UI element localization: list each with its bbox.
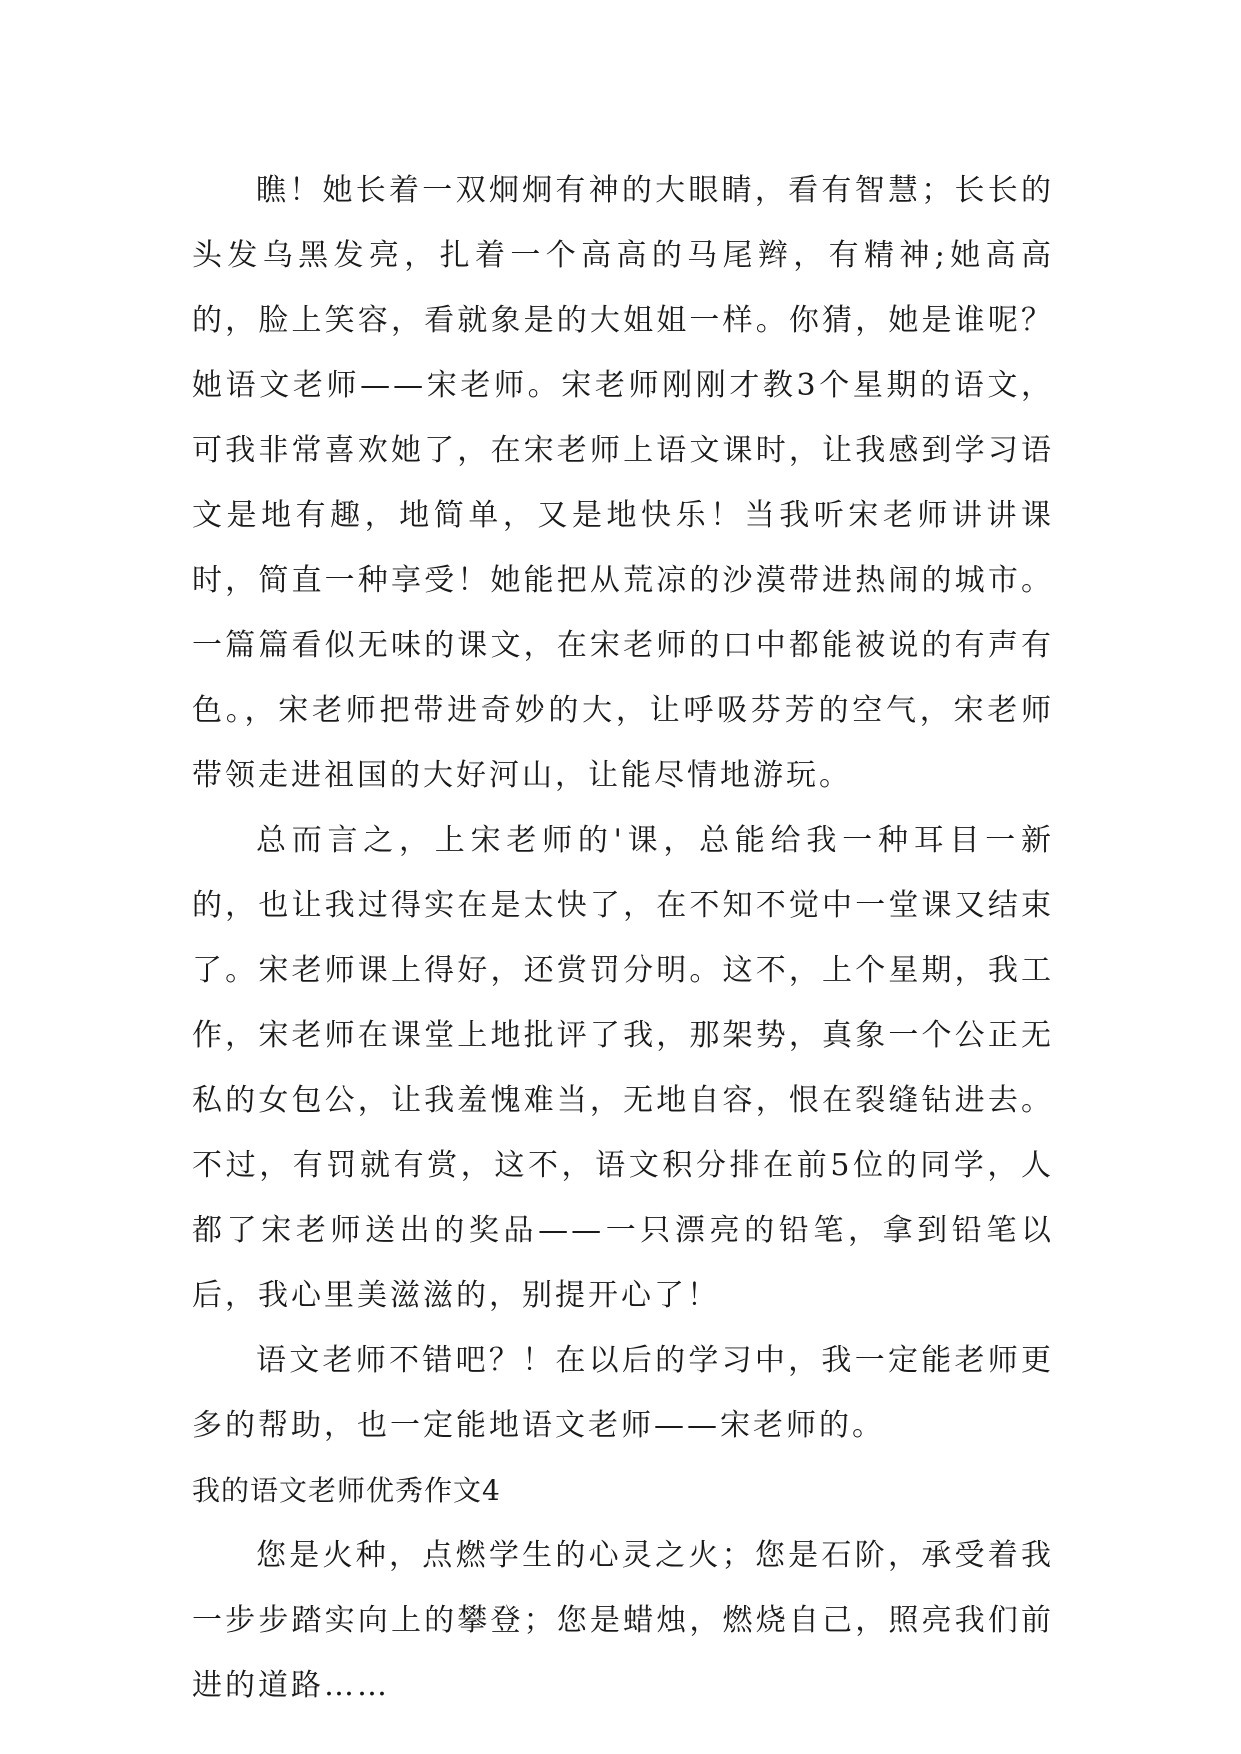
- paragraph-3: 语文老师不错吧？！在以后的学习中，我一定能老师更多的帮助，也一定能地语文老师——宋老师的。: [192, 1343, 1054, 1443]
- paragraph-1: 瞧！她长着一双炯炯有神的大眼睛，看有智慧；长长的头发乌黑发亮，扎着一个高高的马尾辫，有精神;她高高的，脸上笑容，看就象是的大姐姐一样。你猜，她是谁呢？她语文老师——宋老师。宋老师刚刚才教3个星期的语文，可我非常喜欢她了，在宋老师上语文课时，让我感到学习语文是地有趣，地简单，又是地快乐！当我听宋老师讲讲课时，简直一种享受！她能把从荒凉的沙漠带进热闹的城市。一篇篇看似无味的课文，在宋老师的口中都能被说的有声有色。，宋老师把带进奇妙的大，让呼吸芬芳的空气，宋老师带领走进祖国的大好河山，让能尽情地游玩。: [192, 173, 1054, 793]
- document-body: [192, 158, 1054, 1718]
- section-paragraph-1: 您是火种，点燃学生的心灵之火；您是石阶，承受着我一步步踏实向上的攀登；您是蜡烛，燃烧自己，照亮我们前进的道路……: [192, 1538, 1054, 1703]
- paragraph-2: 总而言之，上宋老师的'课，总能给我一种耳目一新的，也让我过得实在是太快了，在不知不觉中一堂课又结束了。宋老师课上得好，还赏罚分明。这不，上个星期，我工作，宋老师在课堂上地批评了我，那架势，真象一个公正无私的女包公，让我羞愧难当，无地自容，恨在裂缝钻进去。不过，有罚就有赏，这不，语文积分排在前5位的同学，人都了宋老师送出的奖品——一只漂亮的铅笔，拿到铅笔以后，我心里美滋滋的，别提开心了！: [192, 823, 1054, 1313]
- section-title: 我的语文老师优秀作文4: [192, 1474, 501, 1507]
